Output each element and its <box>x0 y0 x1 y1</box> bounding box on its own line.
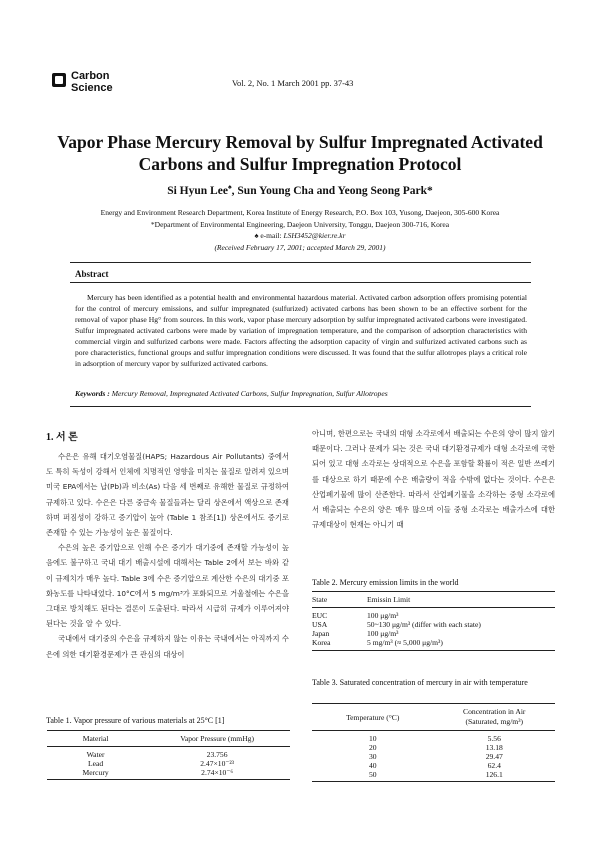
table-row <box>312 761 555 770</box>
author-1: Si Hyun Lee <box>167 184 228 197</box>
table2 <box>312 591 555 651</box>
journal-info: Vol. 2, No. 1 March 2001 pp. 37-43 <box>232 78 354 88</box>
intro-paragraph-2: 수은의 높은 증기압으로 인해 수은 증기가 대기중에 존재할 가능성이 높음에도 불구하고 국내 대기 배출시설에 대해서는 Table 2에서 보는 바와 같이 규제치가 매우 높다. Table 3에 수은 증기압으로 계산한 수은의 대기중 포화농도를 나타내었다. 10°C에서 5 mg/m³가 포화되므로 거울철에는 수은을 그대로 방치해도 된다는 결론이 도출된다. 따라서 시급히 규제가 이루어져야 된다는 것을 알 수 있다. <box>46 543 289 629</box>
email-line <box>40 231 560 241</box>
table1-cell-material: Mercury <box>82 768 109 777</box>
table-row <box>47 768 290 780</box>
journal-logo <box>52 70 112 100</box>
logo-line-1: Carbon <box>71 70 110 82</box>
table2-cell-limit: 100 μg/m³ <box>367 611 399 620</box>
email-address[interactable]: LSH3452@kier.re.kr <box>283 231 346 240</box>
title-line-2: Carbons and Sulfur Impregnation Protocol <box>138 154 462 174</box>
paper-title <box>40 131 560 175</box>
table3-cell-conc: 29.47 <box>485 752 503 761</box>
abstract-text: Mercury has been identified as a potential health and environmental hazardous material. Activated carbon adsorption offers promising potential for the control of mercury emissions, and sulfur impregnated (sulfurized) activated carbons has been shown to be an effective sorbent for the removal of vapor phase Hg° from sources. In this work, vapor phase mercury adsorption by sulfur impregnated activated carbons were investigated. Sulfur impregnated activated carbons were made by variation of impregnation temperature, and the comparison of adsorption characteristics with commercial virgin and sulfurized carbons were made. Factors affecting the adsorption capacity of virgin and sulfurized activated carbons such as pore characteristics, functional groups and sulfur impregnation conditions were discussed. It was found that the sulfur allotropes plays a critical role in adsorption of mercury vapor by sulfurized activated carbons. <box>75 293 527 368</box>
intro-paragraph-1: 수은은 유해 대기오염물질(HAPS; Hazardous Air Pollutants) 중에서도 특히 독성이 강해서 인체에 치명적인 영향을 미치는 물질로 알려져 있으며 미국 EPA에서는 납(Pb)과 비소(As) 다음 세 번째로 유해한 물질로 규정하여 규제하고 있다. 수은은 다른 중금속 물질들과는 달리 상온에서 액상으로 존재하며 퍼짐성이 강하고 증기압이 높아 (Table 1 참조[1]) 상온에서도 증기로 존재할 수 있는 가능성이 높은 물질이다. <box>46 452 289 538</box>
table3-header-conc-line1: Concentration in Air <box>463 707 526 716</box>
email-prefix: ♠ e-mail: <box>254 231 284 240</box>
table1-cell-material: Water <box>86 750 105 759</box>
table1-cell-pressure: 2.74×10⁻⁶ <box>201 768 233 777</box>
table-row <box>312 629 555 638</box>
table1-header-material: Material <box>82 734 109 743</box>
table1 <box>47 730 290 780</box>
table3-header-row <box>312 704 555 731</box>
table2-header-state: State <box>312 595 328 604</box>
table3-caption: Table 3. Saturated concentration of mercury in air with temperature <box>312 678 528 687</box>
right-column-text <box>312 426 555 532</box>
table1-cell-pressure: 23.756 <box>206 750 228 759</box>
table3-cell-conc: 126.1 <box>485 770 503 779</box>
abstract-heading-rule <box>70 282 531 283</box>
table2-cell-state: USA <box>312 620 328 629</box>
table3-cell-temp: 30 <box>368 752 377 761</box>
table-row <box>312 608 555 621</box>
left-column-text <box>46 449 289 662</box>
table3-header-temperature: Temperature (°C) <box>346 712 400 722</box>
table-row <box>47 747 290 760</box>
abstract-heading: Abstract <box>75 269 109 279</box>
received-dates: (Received February 17, 2001; accepted March 29, 2001) <box>214 243 386 252</box>
table2-cell-state: EUC <box>312 611 328 620</box>
table2-cell-limit: 50~130 μg/m³ (differ with each state) <box>367 620 481 629</box>
table2-caption: Table 2. Mercury emission limits in the world <box>312 578 459 587</box>
affiliation-2: *Department of Environmental Engineering, Daejeon University, Tonggu, Daejeon 300-716, Korea <box>150 220 450 229</box>
right-paragraph: 아니며, 한편으로는 국내의 대형 소각로에서 배출되는 수은의 양이 많지 않기 때문이다. 그러나 문제가 되는 것은 국내 대기환경규제가 대형 소각로에 국한되어 있고 대형 소각로는 상대적으로 수은을 포함할 확률이 적은 일반 쓰레기를 대상으로 하기 때문에 수은 배출량이 적을 수밖에 없다는 것이다. 수은은 산업폐기물에 많이 산존한다. 따라서 산업폐기물을 소각하는 중형 소각로에서 배출되는 수은의 양은 매우 많으며 이들 중형 소각로는 배출가스에 대한 규제대상이 현재는 아니기 때 <box>312 429 555 530</box>
table3-header-concentration <box>434 704 556 731</box>
table2-cell-limit: 100 μg/m³ <box>367 629 399 638</box>
table3-header-conc-line2: (Saturated, mg/m³) <box>465 717 524 726</box>
other-authors: , Sun Young Cha and Yeong Seong Park* <box>231 184 433 197</box>
intro-paragraph-3: 국내에서 대기중의 수은을 규제하지 않는 이유는 국내에서는 아직까지 수은에 의한 대기환경문제가 큰 관심의 대상이 <box>46 634 289 659</box>
table-row <box>312 743 555 752</box>
keywords-list: Mercury Removal, Impregnated Activated Carbons, Sulfur Impregnation, Sulfur Allotropes <box>109 389 388 398</box>
table2-cell-limit: 5 mg/m³ (≈ 5,000 μg/m³) <box>367 638 443 647</box>
table3-cell-conc: 13.18 <box>485 743 503 752</box>
table3 <box>312 703 555 782</box>
table3-cell-temp: 50 <box>368 770 377 779</box>
table3-cell-temp: 20 <box>368 743 377 752</box>
table3-cell-temp: 40 <box>368 761 377 770</box>
affiliation-1: Energy and Environment Research Department, Korea Institute of Energy Research, P.O. Box 103, Yusong, Daejeon, 305-600 Korea <box>100 208 500 217</box>
logo-line-2: Science <box>71 82 113 94</box>
abstract-top-rule <box>70 262 531 263</box>
table-row <box>312 638 555 651</box>
table1-header-row <box>47 731 290 747</box>
table1-cell-pressure: 2.47×10⁻²³ <box>200 759 234 768</box>
table-row <box>312 770 555 782</box>
title-line-1: Vapor Phase Mercury Removal by Sulfur Impregnated Activated <box>57 132 543 152</box>
table3-cell-conc: 62.4 <box>487 761 501 770</box>
table-row <box>312 752 555 761</box>
table1-cell-material: Lead <box>88 759 104 768</box>
table2-header-limit: Emissin Limit <box>367 595 411 604</box>
table-row <box>312 620 555 629</box>
table1-caption: Table 1. Vapor pressure of various materials at 25°C [1] <box>46 716 225 725</box>
table1-header-pressure: Vapor Pressure (mmHg) <box>180 734 254 743</box>
table3-cell-conc: 5.56 <box>487 734 501 743</box>
keywords-label: Keywords : <box>75 389 110 398</box>
table2-header-row <box>312 592 555 608</box>
table3-cell-temp: 10 <box>368 734 377 743</box>
carbon-logo-icon <box>52 73 66 87</box>
author-list <box>40 183 560 197</box>
table-row <box>47 759 290 768</box>
table-row <box>312 731 555 744</box>
corresponding-mark: ♠ <box>227 183 232 191</box>
section-heading-intro: 1. 서 론 <box>46 432 78 443</box>
table2-cell-state: Korea <box>312 638 331 647</box>
abstract-bottom-rule <box>70 406 531 407</box>
keywords <box>75 389 527 398</box>
table2-cell-state: Japan <box>312 629 330 638</box>
